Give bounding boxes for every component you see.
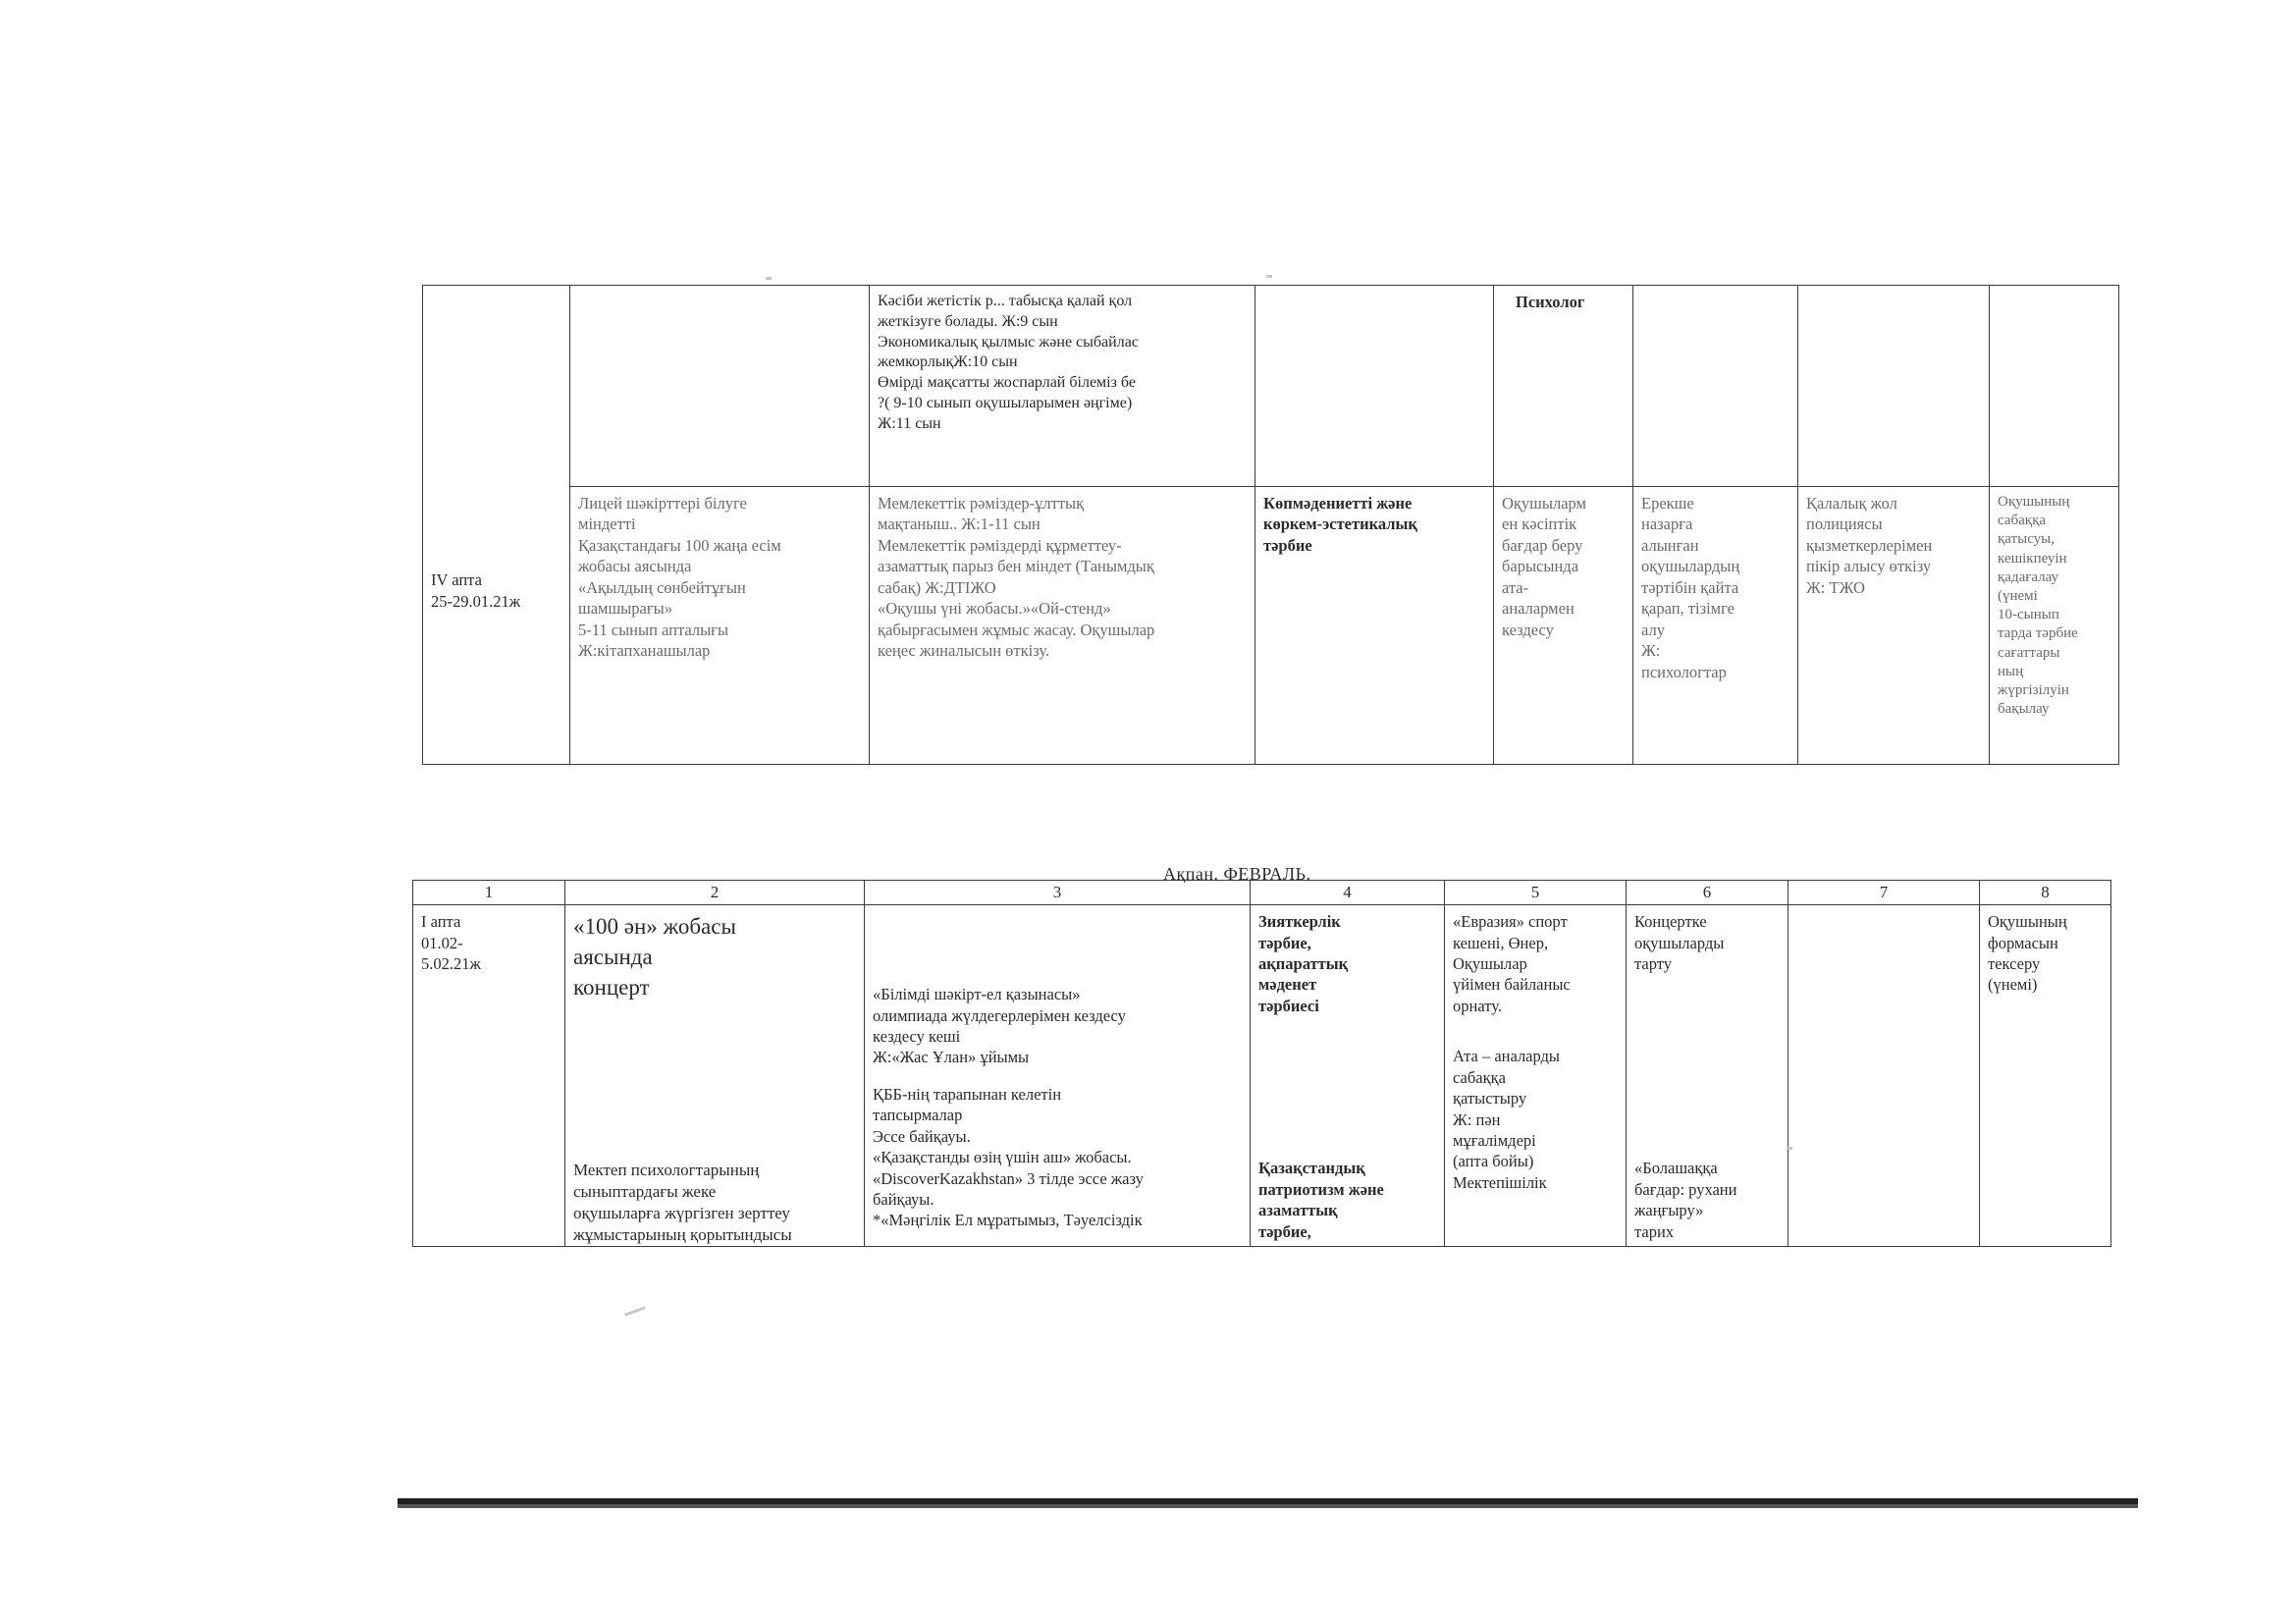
empty-cell [570, 286, 870, 487]
education-type-cell [1255, 487, 1494, 765]
cell-line: тәрбиесі [1258, 996, 1319, 1015]
cell-line: Мектепішілік [1453, 1172, 1547, 1192]
essay-block [873, 1084, 1242, 1231]
empty-cell [1798, 286, 1990, 487]
cell-line: көркем-эстетикалық [1263, 514, 1417, 534]
cell-line: Көпмәдениетті және [1263, 494, 1413, 513]
column-number: 1 [413, 881, 565, 905]
cell-line: тарту [1634, 953, 1673, 973]
column-number: 2 [565, 881, 865, 905]
cell-line: орнату. [1453, 996, 1502, 1015]
column-number: 4 [1251, 881, 1445, 905]
cell-line: сабаққа [1998, 513, 2047, 529]
cell-line: аясында [573, 945, 653, 970]
parents-block [1453, 1046, 1618, 1193]
cell-line: тексеру [1988, 953, 2041, 973]
concert-cell [565, 905, 865, 1247]
cell-line: аналармен [1502, 599, 1575, 619]
parents-meeting-cell [1494, 487, 1633, 765]
road-police-cell [1798, 487, 1990, 765]
table-row [423, 487, 2119, 765]
cell-line: бақылау [1998, 701, 2050, 718]
cell-line: жобасы аясында [578, 557, 692, 576]
cell-line: ата- [1502, 577, 1529, 597]
table-row [413, 905, 2111, 1247]
table-row [423, 286, 2119, 487]
cell-line: олимпиада жүлдегерлерімен кездесу [873, 1005, 1126, 1025]
cell-line: кешікпеуін [1998, 550, 2067, 567]
cell-line: сабақ) Ж:ДТІЖО [878, 577, 996, 597]
cell-line: «100 ән» жобасы [573, 914, 736, 940]
cell-line: бағдар: рухани [1634, 1179, 1737, 1199]
concert-participation-cell [1627, 905, 1789, 1247]
cell-line: алу [1641, 620, 1665, 639]
cell-line: кеңес жиналысын өткізу. [878, 641, 1050, 661]
cell-line: Ж:11 сын [878, 414, 941, 432]
cell-line: Ата – аналарды [1453, 1047, 1561, 1066]
cell-line: Ж: [1641, 641, 1661, 661]
cell-line: «Білімді шәкірт-ел қазынасы» [873, 985, 1081, 1004]
cell-line: жұмыстарының қорытындысы [573, 1225, 792, 1244]
cell-line: 5-11 сынып апталығы [578, 620, 729, 639]
cell-line: бағдар беру [1502, 535, 1583, 555]
attendance-cell [1990, 487, 2119, 765]
cell-line: «Болашаққа [1634, 1159, 1718, 1178]
cell-text: Психолог [1516, 293, 1585, 311]
cell-line: ақпараттық [1258, 953, 1349, 973]
week-dates: 25-29.01.21ж [431, 591, 521, 611]
cell-line: барысында [1502, 557, 1579, 576]
cell-line: ҚББ-нің тарапынан келетін [873, 1084, 1062, 1104]
february-plan-table [412, 880, 2111, 1247]
column-number: 8 [1980, 881, 2111, 905]
column-number: 3 [865, 881, 1251, 905]
cell-line: ен кәсіптік [1502, 514, 1577, 534]
cell-line: Өмірді мақсатты жоспарлай білеміз бе [878, 374, 1136, 392]
cell-line: жемкорлықЖ:10 сын [878, 353, 1018, 371]
cell-line: қарап, тізімге [1641, 599, 1735, 619]
cell-line: *«Мәңгілік Ел мұратымыз, Тәуелсіздік [873, 1211, 1143, 1230]
cell-line: сағаттары [1998, 644, 2060, 661]
uniform-check-cell [1980, 905, 2111, 1247]
column-number: 7 [1789, 881, 1980, 905]
research-block [573, 1160, 792, 1246]
cell-line: шамшырағы» [578, 599, 672, 619]
empty-cell [1990, 286, 2119, 487]
cell-line: қабырғасымен жұмыс жасау. Оқушылар [878, 620, 1155, 639]
cell-line: байқауы. [873, 1190, 934, 1210]
cell-line: үйімен байланыс [1453, 975, 1571, 995]
week-label: IV апта [431, 570, 482, 590]
header-row [413, 881, 2111, 905]
cell-line: Ж: ТЖО [1806, 577, 1865, 597]
scan-edge-bar [398, 1504, 2138, 1508]
cell-line: Ж:«Жас Ұлан» ұйымы [873, 1048, 1030, 1067]
special-attention-cell [1633, 487, 1798, 765]
cell-line: қатыстыру [1453, 1089, 1527, 1109]
cell-line: тәртібін қайта [1641, 577, 1739, 597]
column-number: 5 [1445, 881, 1627, 905]
cell-line: Оқушылар [1453, 953, 1527, 973]
cell-line: 10-сынып [1998, 607, 2059, 623]
week-dates: 5.02.21ж [421, 953, 481, 973]
cell-line: концерт [573, 975, 650, 1001]
empty-cell [1633, 286, 1798, 487]
cell-line: жүргізілуін [1998, 681, 2069, 698]
concert-participation-block [1634, 911, 1780, 974]
cell-line: оқушыларға жүргізген зерттеу [573, 1203, 790, 1222]
empty-cell [1789, 905, 1980, 1247]
week-dates: 01.02- [421, 933, 463, 952]
cell-line: Қазақстандағы 100 жаңа есім [578, 535, 781, 555]
cell-line: Қазақстандық [1258, 1159, 1365, 1178]
cell-line: кездесу [1502, 620, 1554, 639]
cell-line: мұғалімдері [1453, 1131, 1536, 1151]
cell-line: тәрбие, [1258, 933, 1311, 952]
cell-line: назарға [1641, 514, 1693, 534]
column-number: 6 [1627, 881, 1789, 905]
eurasia-cell [1445, 905, 1627, 1247]
psychologist-cell [1494, 286, 1633, 487]
cell-line: азаматтық парыз бен міндет (Танымдық [878, 557, 1154, 576]
cell-line: Экономикалық қылмыс және сыбайлас [878, 333, 1139, 351]
patriotism-block [1258, 1158, 1384, 1242]
cell-line: Ж:кітапханашылар [578, 641, 711, 661]
week-cell [423, 286, 570, 765]
cell-line: патриотизм және [1258, 1179, 1384, 1199]
cell-line: полициясы [1806, 514, 1883, 534]
olympiad-block [873, 984, 1242, 1068]
cell-line: Мемлекеттік рәміздер-ұлттық [878, 494, 1085, 513]
scan-speck [766, 277, 772, 280]
cell-line: мақтаныш.. Ж:1-11 сын [878, 514, 1041, 534]
scan-speck [1787, 1147, 1792, 1150]
cell-line: сабаққа [1453, 1067, 1506, 1087]
cell-line: алынған [1641, 535, 1699, 555]
cell-line: оқушылардың [1641, 557, 1740, 576]
cell-line: (үнемі) [1988, 975, 2038, 995]
cell-line: Қалалық жол [1806, 494, 1897, 513]
cell-line: Оқушыларм [1502, 494, 1586, 513]
week-label: I апта [421, 912, 461, 932]
cell-line: ның [1998, 663, 2024, 679]
cell-line: тапсырмалар [873, 1106, 963, 1125]
cell-line: (үнемі [1998, 587, 2038, 604]
lyceum-cell [570, 487, 870, 765]
cell-line: Ерекше [1641, 494, 1694, 513]
cell-line: Зияткерлік [1258, 912, 1341, 932]
cell-line: оқушыларды [1634, 933, 1725, 952]
cell-line: Ж: пән [1453, 1109, 1501, 1129]
cell-line: азаматтық [1258, 1201, 1338, 1220]
empty-cell [1255, 286, 1494, 487]
cell-line: «DiscoverKazakhstan» 3 тілде эссе жазу [873, 1168, 1144, 1188]
cell-line: кешені, Өнер, [1453, 933, 1549, 952]
cell-line: «Оқушы үні жобасы.»«Ой-стенд» [878, 599, 1111, 619]
cell-line: Кәсіби жетістік р... табысқа қалай қол [878, 293, 1133, 309]
cell-line: «Қазақстанды өзің үшін аш» жобасы. [873, 1148, 1132, 1167]
cell-line: тарда тәрбие [1998, 625, 2078, 642]
cell-line: тәрбие, [1258, 1221, 1311, 1241]
cell-line: мәденет [1258, 975, 1317, 995]
cell-line: сыныптардағы жеке [573, 1181, 717, 1201]
cell-line: ?( 9-10 сынып оқушыларымен әңгіме) [878, 394, 1133, 411]
cell-line: тарих [1634, 1221, 1675, 1241]
olympiad-cell [865, 905, 1251, 1247]
career-events-cell [870, 286, 1255, 487]
cell-line: (апта бойы) [1453, 1152, 1534, 1171]
cell-line: Эссе байқауы. [873, 1126, 971, 1146]
cell-line: формасын [1988, 933, 2058, 952]
cell-line: «Евразия» спорт [1453, 912, 1568, 932]
cell-line: жаңғыру» [1634, 1201, 1704, 1220]
cell-line: қызметкерлерімен [1806, 535, 1933, 555]
cell-line: «Ақылдың сөнбейтұғын [578, 577, 746, 597]
cell-line: қадағалау [1998, 568, 2059, 585]
month-title: Ақпан. ФЕВРАЛЬ. [1163, 864, 1311, 884]
education-type-cell [1251, 905, 1445, 1247]
future-block [1634, 1158, 1736, 1242]
cell-line: Мемлекеттік рәміздерді құрметтеу- [878, 535, 1122, 555]
eurasia-block [1453, 911, 1618, 1016]
cell-line: кездесу кеші [873, 1026, 961, 1046]
state-symbols-cell [870, 487, 1255, 765]
intellectual-block [1258, 911, 1436, 1016]
cell-line: Оқушының [1998, 494, 2070, 510]
cell-line: қатысуы, [1998, 531, 2055, 548]
cell-line: Концертке [1634, 912, 1707, 932]
cell-line: пікір алысу өткізу [1806, 557, 1932, 576]
january-plan-table [422, 285, 2119, 765]
cell-line: Мектеп психологтарының [573, 1160, 760, 1179]
cell-line: Оқушының [1988, 912, 2067, 932]
cell-line: жеткізуге болады. Ж:9 сын [878, 312, 1058, 330]
cell-line: психологтар [1641, 662, 1727, 681]
concert-block [573, 911, 856, 1002]
cell-line: міндетті [578, 514, 636, 534]
cell-line: Лицей шәкірттері білуге [578, 494, 747, 513]
scan-speck [624, 1306, 646, 1316]
cell-line: тәрбие [1263, 535, 1312, 555]
week-cell [413, 905, 565, 1247]
scan-speck [1266, 275, 1272, 278]
